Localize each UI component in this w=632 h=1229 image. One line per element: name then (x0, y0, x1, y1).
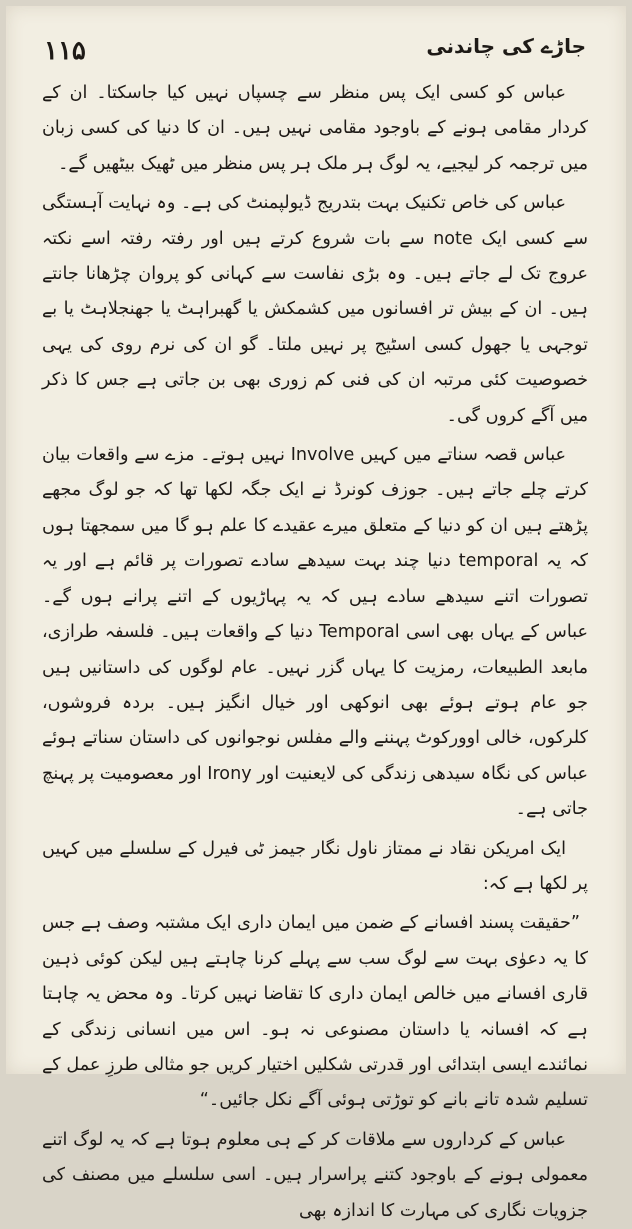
page-header (44, 28, 586, 68)
paragraph-3: عباس قصہ سناتے میں کہیں Involve نہیں ہوتے۔ مزے سے واقعات بیان کرتے چلے جاتے ہیں۔ جوزف کونرڈ نے ایک جگہ لکھا تھا کہ جو لوگ مجھے پڑھتے ہیں ان کو دنیا کے متعلق میرے عقیدے کا علم ہو گا میں سمجھتا ہوں کہ یہ temporal دنیا چند بہت سیدھے سادے تصورات پر قائم ہے اور یہ تصورات اتنے سیدھے سادے ہیں کہ یہ پہاڑیوں کے اتنے پرانے ہوں گے۔ عباس کے یہاں بھی اسی Temporal دنیا کے واقعات ہیں۔ فلسفہ طرازی، مابعد الطبیعات، رمزیت کا یہاں گزر نہیں۔ عام لوگوں کی داستانیں ہیں جو عام ہوتے ہوئے بھی انوکھی اور خیال انگیز ہیں۔ بردہ فروشوں، کلرکوں، خالی اوورکوٹ پہننے والے مفلس نوجوانوں کی داستان سناتے ہوئے عباس کی نگاہ سیدھی زندگی کی لایعنیت اور Irony اور معصومیت پر پہنچ جاتی ہے۔ (42, 445, 588, 820)
block-quote: ”حقیقت پسند افسانے کے ضمن میں ایمان داری ایک مشتبہ وصف ہے جس کا یہ دعوٰی بہت سے لوگ سب سے پہلے کرنا چاہتے ہیں لیکن کوئی ذہین قاری افسانے میں خالص ایمان داری کا تقاضا نہیں کرتا۔ وہ محض یہ چاہتا ہے کہ افسانہ یا داستان مصنوعی نہ ہو۔ اس میں انسانی زندگی کے نمائندے ایسی ابتدائی اور قدرتی شکلیں اختیار کریں جو مثالی طرزِ عمل کے تسلیم شدہ تانے بانے کو توڑتی ہوئی آگے نکل جائیں۔“ (42, 913, 588, 1111)
paragraph-1: عباس کو کسی ایک پس منظر سے چسپاں نہیں کیا جاسکتا۔ ان کے کردار مقامی ہونے کے باوجود مقامی نہیں ہیں۔ ان کا دنیا کی کسی زبان میں ترجمہ کر لیجیے، یہ لوگ ہر ملک ہر پس منظر میں ٹھیک بیٹھیں گے۔ (42, 83, 588, 174)
page-body (42, 76, 588, 1221)
running-title: جاڑے کی چاندنی (426, 34, 586, 58)
book-page (6, 6, 626, 1221)
paragraph-2: عباس کی خاص تکنیک بہت بتدریج ڈیولپمنٹ کی ہے۔ وہ نہایت آہستگی سے کسی ایک note سے بات شروع کرتے ہیں اور رفتہ رفتہ اسے نکتہ عروج تک لے جاتے ہیں۔ وہ بڑی نفاست سے کہانی کو پروان چڑھانا جانتے ہیں۔ ان کے بیش تر افسانوں میں کشمکش یا گھبراہٹ یا جھنجلاہٹ یا بے توجہی یا جھول کسی اسٹیج پر نہیں ملتا۔ گو ان کی نرم روی کی یہی خصوصیت کئی مرتبہ ان کی فنی کم زوری بھی بن جاتی ہے جس کا ذکر میں آگے کروں گی۔ (42, 193, 588, 426)
page-number: ۱۱۵ (44, 36, 86, 66)
paragraph-4: ایک امریکن نقاد نے ممتاز ناول نگار جیمز ٹی فیرل کے سلسلے میں کہیں پر لکھا ہے کہ: (42, 838, 588, 894)
paragraph-6: عباس کے کرداروں سے ملاقات کر کے ہی معلوم ہوتا ہے کہ یہ لوگ اتنے معمولی ہونے کے باوجود کتنے پراسرار ہیں۔ اسی سلسلے میں مصنف کی جزویات نگاری کی مہارت کا اندازہ بھی (42, 1129, 588, 1221)
